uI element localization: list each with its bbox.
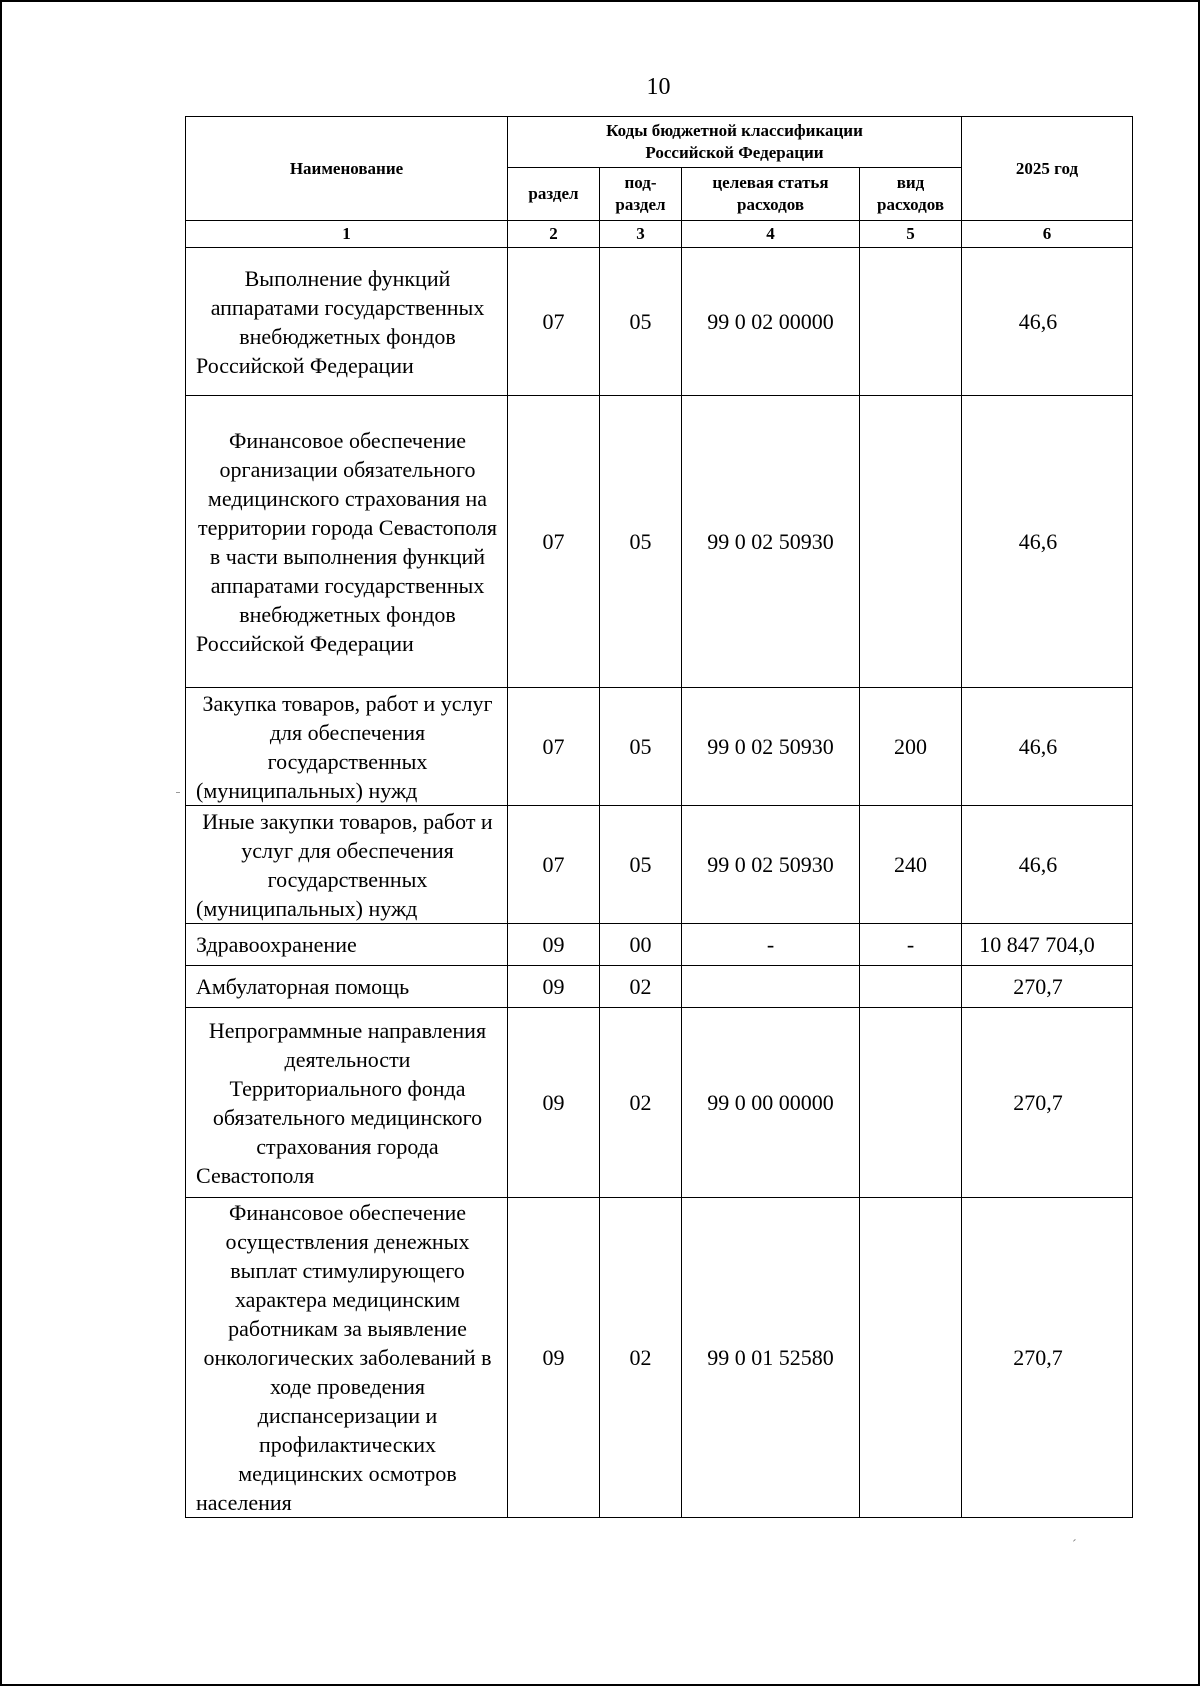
column-number: 5 [860, 221, 962, 248]
header-expense-type [860, 168, 962, 221]
header-section: раздел [508, 168, 600, 221]
row-subsection: 05 [600, 248, 682, 396]
row-expense-type: - [860, 924, 962, 966]
scan-mark [176, 792, 180, 793]
row-subsection: 02 [600, 966, 682, 1008]
table-row [186, 1198, 1133, 1518]
row-target-item: 99 0 00 00000 [682, 1008, 860, 1198]
row-section: 07 [508, 396, 600, 688]
row-section: 09 [508, 924, 600, 966]
row-name: Выполнение функций аппаратами государственных внебюджетных фондов Российской Федерации [186, 248, 508, 396]
table-row [186, 924, 1133, 966]
row-expense-type [860, 1198, 962, 1518]
row-subsection: 05 [600, 806, 682, 924]
row-target-item: 99 0 02 50930 [682, 806, 860, 924]
row-section: 07 [508, 806, 600, 924]
row-name: Финансовое обеспечение организации обязательного медицинского страхования на территории города Севастополя в части выполнения функций аппаратами государственных внебюджетных фондов Российской Федерации [186, 396, 508, 688]
row-amount: 270,7 [962, 1008, 1133, 1198]
header-subsection: под- раздел [600, 168, 682, 221]
scan-mark: ˊ [1072, 1538, 1077, 1553]
row-target-item: 99 0 02 00000 [682, 248, 860, 396]
row-name: Здравоохранение [186, 924, 508, 966]
header-name: Наименование [186, 117, 508, 221]
column-number: 2 [508, 221, 600, 248]
row-amount: 270,7 [962, 966, 1133, 1008]
row-amount: 10 847 704,0 [962, 924, 1133, 966]
row-name: Непрограммные направления деятельности Территориального фонда обязательного медицинского страхования города Севастополя [186, 1008, 508, 1198]
row-section: 07 [508, 248, 600, 396]
row-name: Закупка товаров, работ и услуг для обеспечения государственных (муниципальных) нужд [186, 688, 508, 806]
table-row [186, 688, 1133, 806]
budget-table [185, 116, 1133, 1518]
row-expense-type [860, 966, 962, 1008]
column-number: 6 [962, 221, 1133, 248]
row-expense-type [860, 1008, 962, 1198]
header-expense-type-text: вид расходов [877, 173, 944, 214]
row-expense-type: 240 [860, 806, 962, 924]
row-subsection: 02 [600, 1198, 682, 1518]
row-section: 09 [508, 1198, 600, 1518]
page-number: 10 [646, 74, 671, 100]
row-expense-type: 200 [860, 688, 962, 806]
row-subsection: 05 [600, 396, 682, 688]
row-name: Амбулаторная помощь [186, 966, 508, 1008]
row-target-item: 99 0 02 50930 [682, 396, 860, 688]
row-subsection: 05 [600, 688, 682, 806]
column-number-row [186, 221, 1133, 248]
row-target-item: 99 0 02 50930 [682, 688, 860, 806]
row-target-item: - [682, 924, 860, 966]
row-target-item [682, 966, 860, 1008]
row-expense-type [860, 248, 962, 396]
row-amount: 270,7 [962, 1198, 1133, 1518]
row-section: 09 [508, 966, 600, 1008]
row-amount: 46,6 [962, 688, 1133, 806]
row-subsection: 00 [600, 924, 682, 966]
column-number: 4 [682, 221, 860, 248]
row-section: 09 [508, 1008, 600, 1198]
row-amount: 46,6 [962, 806, 1133, 924]
row-target-item: 99 0 01 52580 [682, 1198, 860, 1518]
column-number: 1 [186, 221, 508, 248]
header-target-item [682, 168, 860, 221]
table-row [186, 248, 1133, 396]
row-name: Финансовое обеспечение осуществления денежных выплат стимулирующего характера медицинским работникам за выявление онкологических заболеваний в ходе проведения диспансеризации и профилактических медицинских осмотров населения [186, 1198, 508, 1518]
row-section: 07 [508, 688, 600, 806]
row-amount: 46,6 [962, 248, 1133, 396]
table-row [186, 1008, 1133, 1198]
header-target-item-text: целевая статья расходов [712, 173, 829, 214]
row-name: Иные закупки товаров, работ и услуг для обеспечения государственных (муниципальных) нужд [186, 806, 508, 924]
column-number: 3 [600, 221, 682, 248]
row-amount: 46,6 [962, 396, 1133, 688]
row-expense-type [860, 396, 962, 688]
header-year: 2025 год [962, 117, 1133, 221]
table-row [186, 966, 1133, 1008]
table-row [186, 806, 1133, 924]
header-codes-group-text: Коды бюджетной классификации Российской Федерации [606, 121, 863, 162]
table-row [186, 396, 1133, 688]
header-codes-group [508, 117, 962, 168]
row-subsection: 02 [600, 1008, 682, 1198]
